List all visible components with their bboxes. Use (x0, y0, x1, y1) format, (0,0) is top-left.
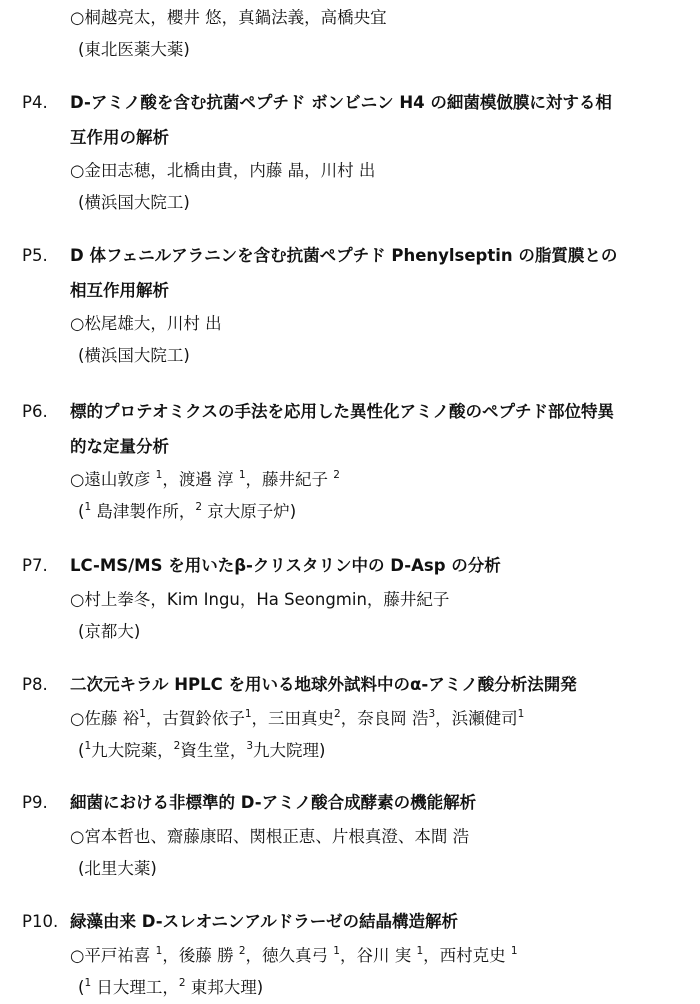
affiliation: (京都大) (78, 622, 141, 641)
affiliation: (東北医薬大薬) (78, 40, 190, 59)
authors: ○金田志穂，北橋由貴，内藤 晶，川村 出 (70, 161, 376, 180)
authors: ○宮本哲也、齋藤康昭、関根正恵、片根真澄、本間 浩 (70, 827, 470, 846)
poster-title: D 体フェニルアラニンを含む抗菌ペプチド Phenylseptin の脂質膜との (70, 246, 618, 265)
affiliation: (横浜国大院工) (78, 193, 190, 212)
poster-number: P6. (22, 402, 48, 421)
poster-title: 標的プロテオミクスの手法を応用した異性化アミノ酸のペプチド部位特異 (70, 402, 615, 421)
affiliation: ($^1$ 日大理工，$^2$ 東邦大理) (78, 976, 264, 997)
poster-number: P5. (22, 246, 48, 265)
affiliation: ($^1$ 島津製作所，$^2$ 京大原子炉) (78, 500, 297, 521)
poster-number: P4. (22, 93, 48, 112)
affiliation: (横浜国大院工) (78, 346, 190, 365)
authors: ○佐藤 裕$^1$，古賀鈴依子$^1$，三田真史$^2$，奈良岡 浩$^3$，浜瀬健司$^1$ (70, 707, 525, 728)
poster-number: P8. (22, 675, 48, 694)
authors: ○平戸祐喜 $^1$，後藤 勝 $^2$，徳久真弓 $^1$，谷川 実 $^1$，西村克史 $^1$ (70, 944, 518, 965)
authors: ○松尾雄大，川村 出 (70, 314, 222, 333)
poster-title: 互作用の解析 (70, 128, 169, 147)
affiliation: ($^1$九大院薬，$^2$資生堂，$^3$九大院理) (78, 739, 326, 760)
poster-number: P7. (22, 556, 48, 575)
authors: ○桐越亮太，櫻井 悠，真鍋法義，高橋央宜 (70, 8, 387, 27)
poster-number: P9. (22, 793, 48, 812)
authors: ○村上拳冬，Kim Ingu，Ha Seongmin，藤井紀子 (70, 590, 450, 609)
poster-title: 的な定量分析 (70, 437, 169, 456)
authors: ○遠山敦彦 $^1$，渡邉 淳 $^1$，藤井紀子 $^2$ (70, 468, 340, 489)
poster-title: 相互作用解析 (70, 281, 169, 300)
poster-title: 緑藻由来 D-スレオニンアルドラーゼの結晶構造解析 (70, 912, 458, 931)
poster-number: P10. (22, 912, 59, 931)
affiliation: (北里大薬) (78, 859, 157, 878)
poster-title: D-アミノ酸を含む抗菌ペプチド ボンビニン H4 の細菌模倣膜に対する相 (70, 93, 612, 112)
poster-title: 二次元キラル HPLC を用いる地球外試料中のα-アミノ酸分析法開発 (70, 675, 577, 694)
poster-title: LC-MS/MS を用いたβ-クリスタリン中の D-Asp の分析 (70, 556, 501, 575)
poster-title: 細菌における非標準的 D-アミノ酸合成酵素の機能解析 (70, 793, 477, 812)
